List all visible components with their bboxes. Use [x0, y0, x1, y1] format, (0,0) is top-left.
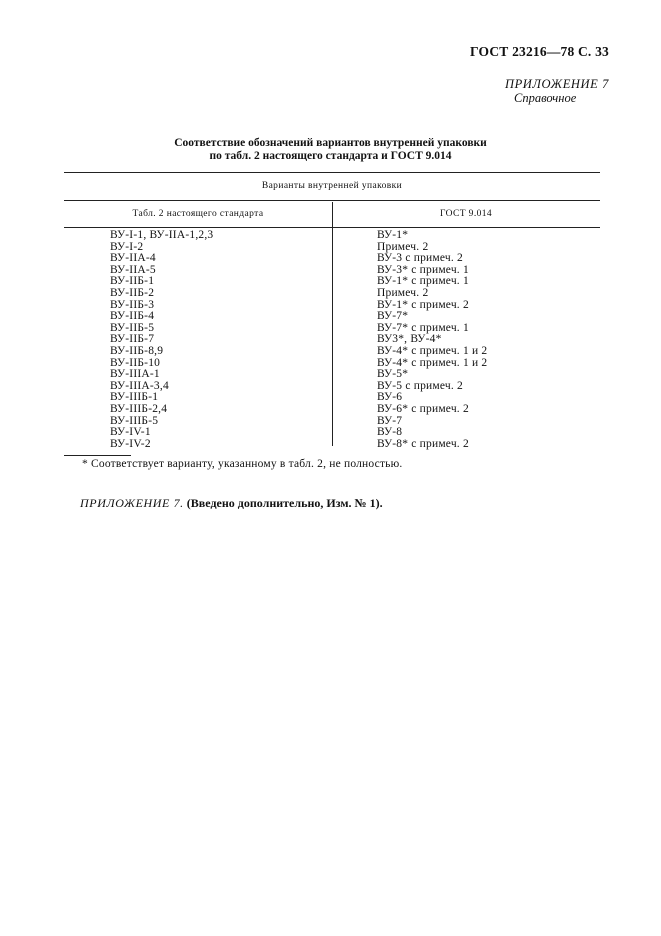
table-rule-top — [64, 172, 600, 173]
table-cell-col2-row-2: Примеч. 2 — [377, 240, 429, 253]
table-cell-col1-row-17: ВУ-IIIБ-5 — [110, 414, 159, 427]
table-col2-header: ГОСТ 9.014 — [439, 209, 493, 219]
table-cell-col2-row-17: ВУ-7 — [377, 414, 403, 427]
table-cell-col1-row-12: ВУ-IIБ-10 — [110, 356, 161, 369]
table-cell-col2-row-6: Примеч. 2 — [377, 286, 429, 299]
table-cell-col2-row-12: ВУ-4* с примеч. 1 и 2 — [377, 356, 488, 369]
footnote-rule — [64, 455, 131, 456]
table-cell-col1-row-11: ВУ-IIБ-8,9 — [110, 344, 164, 357]
table-cell-col2-row-19: ВУ-8* с примеч. 2 — [377, 437, 469, 450]
table-cell-col1-row-14: ВУ-IIIA-3,4 — [110, 379, 169, 392]
table-cell-col1-row-16: ВУ-IIIБ-2,4 — [110, 402, 168, 415]
table-cell-col2-row-15: ВУ-6 — [377, 391, 403, 404]
appendix-type: Справочное — [514, 91, 577, 105]
table-cell-col1-row-8: ВУ-IIБ-4 — [110, 310, 155, 323]
correspondence-table — [64, 172, 600, 450]
table-cell-col1-row-6: ВУ-IIБ-2 — [110, 286, 155, 299]
table-cell-col1-row-1: ВУ-I-1, ВУ-IIA-1,2,3 — [110, 229, 214, 241]
table-rule-group — [64, 200, 600, 201]
table-rule-header — [64, 227, 600, 228]
table-cell-col1-row-10: ВУ-IIБ-7 — [110, 333, 155, 346]
table-cell-col1-row-15: ВУ-IIIБ-1 — [110, 391, 159, 404]
table-cell-col2-row-4: ВУ-3* с примеч. 1 — [377, 263, 469, 276]
amendment-note-appendix: ПРИЛОЖЕНИЕ 7. — [80, 496, 184, 510]
table-cell-col2-row-9: ВУ-7* с примеч. 1 — [377, 321, 469, 334]
table-cell-col2-row-11: ВУ-4* с примеч. 1 и 2 — [377, 344, 488, 357]
table-cell-col1-row-2: ВУ-I-2 — [110, 240, 144, 253]
table-col1-values — [110, 230, 213, 450]
table-title-line-2: по табл. 2 настоящего стандарта и ГОСТ 9.014 — [209, 150, 452, 162]
table-cell-col2-row-16: ВУ-6* с примеч. 2 — [377, 402, 469, 415]
amendment-note — [80, 496, 383, 511]
table-cell-col2-row-10: ВУ3*, ВУ-4* — [377, 333, 442, 346]
table-cell-col1-row-3: ВУ-IIA-4 — [110, 252, 156, 265]
table-cell-col2-row-14: ВУ-5 с примеч. 2 — [377, 379, 463, 392]
table-cell-col1-row-7: ВУ-IIБ-3 — [110, 298, 155, 311]
table-cell-col1-row-9: ВУ-IIБ-5 — [110, 321, 155, 334]
table-cell-col1-row-4: ВУ-IIA-5 — [110, 263, 156, 276]
footnote: * Соответствует варианту, указанному в табл. 2, не полностью. — [82, 458, 403, 470]
table-cell-col2-row-8: ВУ-7* — [377, 310, 409, 323]
table-cell-col1-row-19: ВУ-IV-2 — [110, 437, 151, 450]
table-cell-col2-row-5: ВУ-1* с примеч. 1 — [377, 275, 469, 288]
table-group-header: Варианты внутренней упаковки — [261, 181, 403, 191]
table-cell-col1-row-13: ВУ-IIIA-1 — [110, 368, 160, 381]
table-col1-header: Табл. 2 настоящего стандарта — [132, 209, 264, 219]
table-cell-col1-row-5: ВУ-IIБ-1 — [110, 275, 155, 288]
table-cell-col2-row-1: ВУ-1* — [377, 229, 409, 241]
amendment-note-text: (Введено дополнительно, Изм. № 1). — [186, 496, 383, 510]
page-header-reference: ГОСТ 23216—78 С. 33 — [470, 44, 609, 59]
table-cell-col2-row-18: ВУ-8 — [377, 426, 403, 439]
appendix-label: ПРИЛОЖЕНИЕ 7 — [504, 77, 609, 91]
table-col2-values — [377, 230, 487, 450]
table-cell-col2-row-3: ВУ-3 с примеч. 2 — [377, 252, 463, 265]
table-cell-col2-row-13: ВУ-5* — [377, 368, 409, 381]
table-column-divider — [332, 202, 333, 446]
table-cell-col2-row-7: ВУ-1* с примеч. 2 — [377, 298, 469, 311]
table-cell-col1-row-18: ВУ-IV-1 — [110, 426, 151, 439]
table-title-line-1: Соответствие обозначений вариантов внутренней упаковки — [174, 137, 487, 149]
